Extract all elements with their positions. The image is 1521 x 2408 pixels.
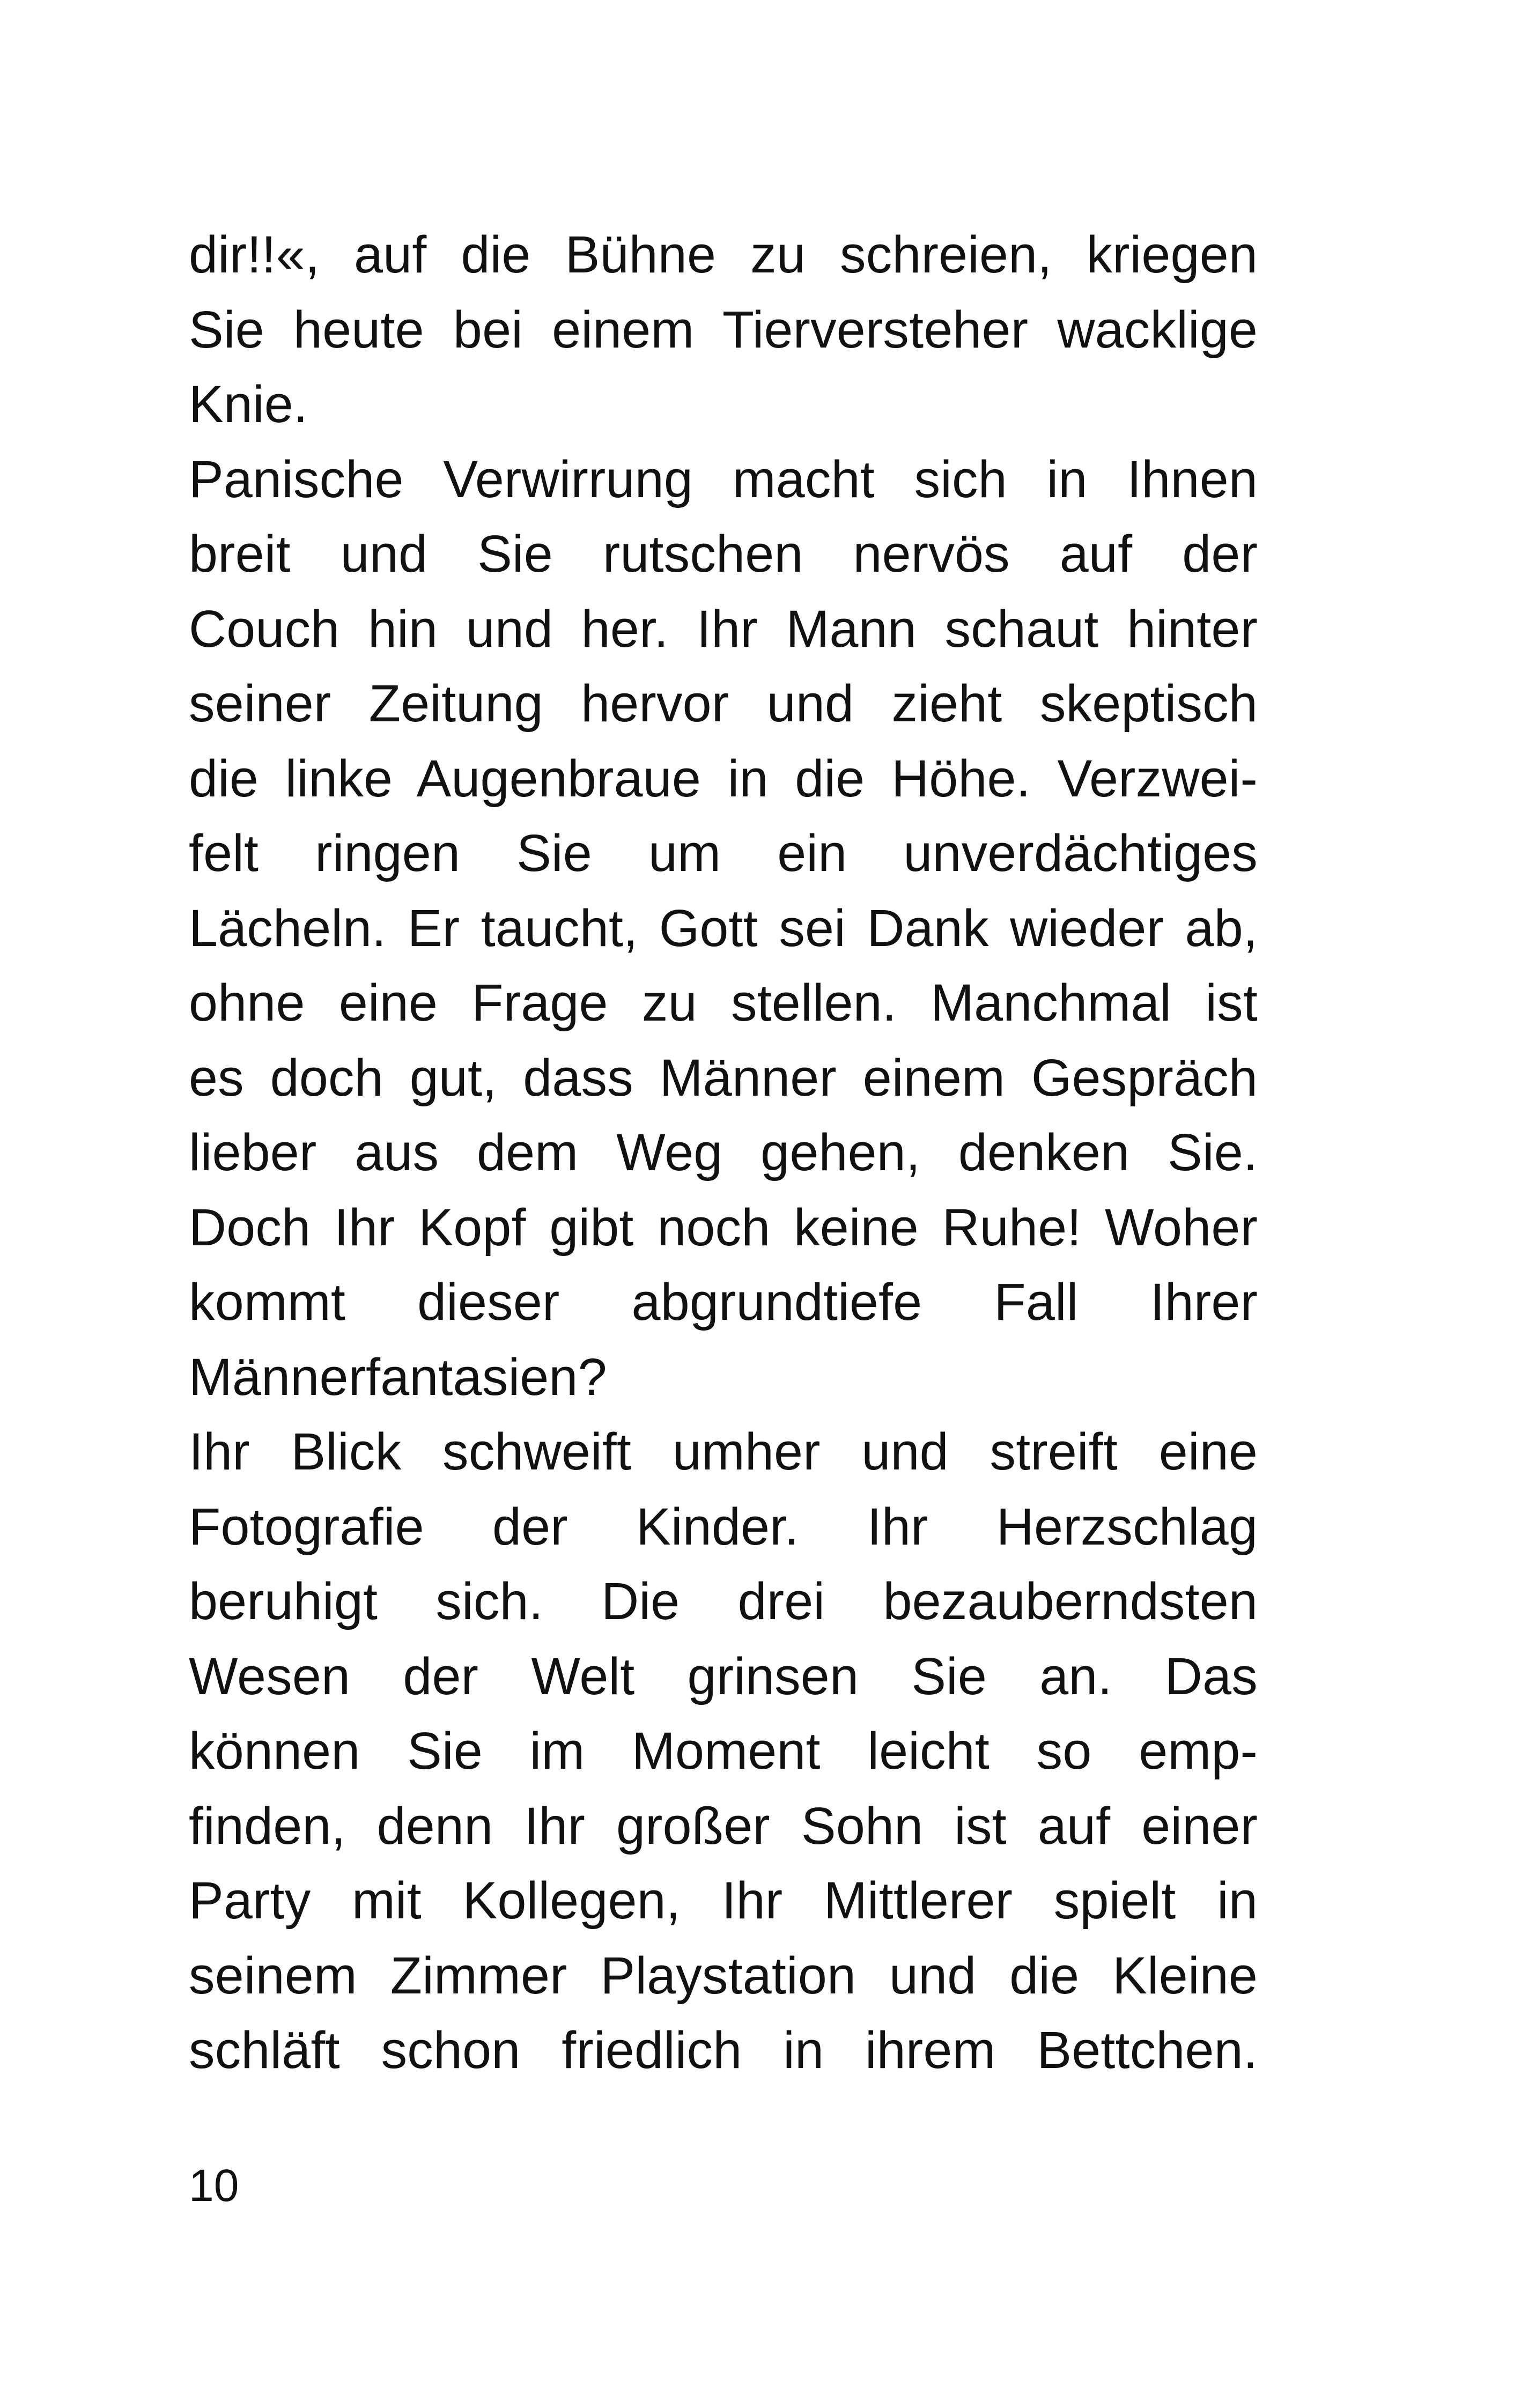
text-line: beruhigt sich. Die drei bezauberndsten [189,1572,1258,1630]
text-line: Sie heute bei einem Tierversteher wacklige [189,300,1258,359]
text-line: finden, denn Ihr großer Sohn ist auf einer [189,1796,1258,1855]
text-line: dir!!«, auf die Bühne zu schreien, kriegen [189,225,1258,284]
text-line: Panische Verwirrung macht sich in Ihnen [189,449,1258,508]
text-line: Männerfantasien? [189,1347,607,1406]
text-line: Ihr Blick schweift umher und streift eine [189,1422,1258,1481]
text-line: breit und Sie rutschen nervös auf der [189,525,1258,583]
text-line: lieber aus dem Weg gehen, denken Sie. [189,1123,1258,1181]
text-line: Wesen der Welt grinsen Sie an. Das [189,1646,1258,1705]
text-line: Doch Ihr Kopf gibt noch keine Ruhe! Woher [189,1198,1258,1257]
text-line: ohne eine Frage zu stellen. Manchmal ist [189,973,1258,1032]
text-line: seiner Zeitung hervor und zieht skeptisch [189,674,1258,733]
text-line: seinem Zimmer Playstation und die Kleine [189,1946,1258,2005]
body-text [189,217,1258,2088]
text-line: Party mit Kollegen, Ihr Mittlerer spielt in [189,1871,1258,1930]
text-line: Fotografie der Kinder. Ihr Herzschlag [189,1497,1258,1556]
page-number: 10 [189,2160,239,2211]
text-line: können Sie im Moment leicht so emp- [189,1722,1258,1780]
text-line: Lächeln. Er taucht, Gott sei Dank wieder ab, [189,898,1258,957]
text-line: schläft schon friedlich in ihrem Bettchen. [189,2021,1258,2079]
text-line: Knie. [189,375,308,433]
text-line: felt ringen Sie um ein unverdächtiges [189,824,1258,882]
text-line: Couch hin und her. Ihr Mann schaut hinter [189,599,1258,658]
text-line: die linke Augenbraue in die Höhe. Verzwei- [189,749,1258,808]
text-line: kommt dieser abgrundtiefe Fall Ihrer [189,1273,1258,1331]
text-line: es doch gut, dass Männer einem Gespräch [189,1048,1258,1107]
